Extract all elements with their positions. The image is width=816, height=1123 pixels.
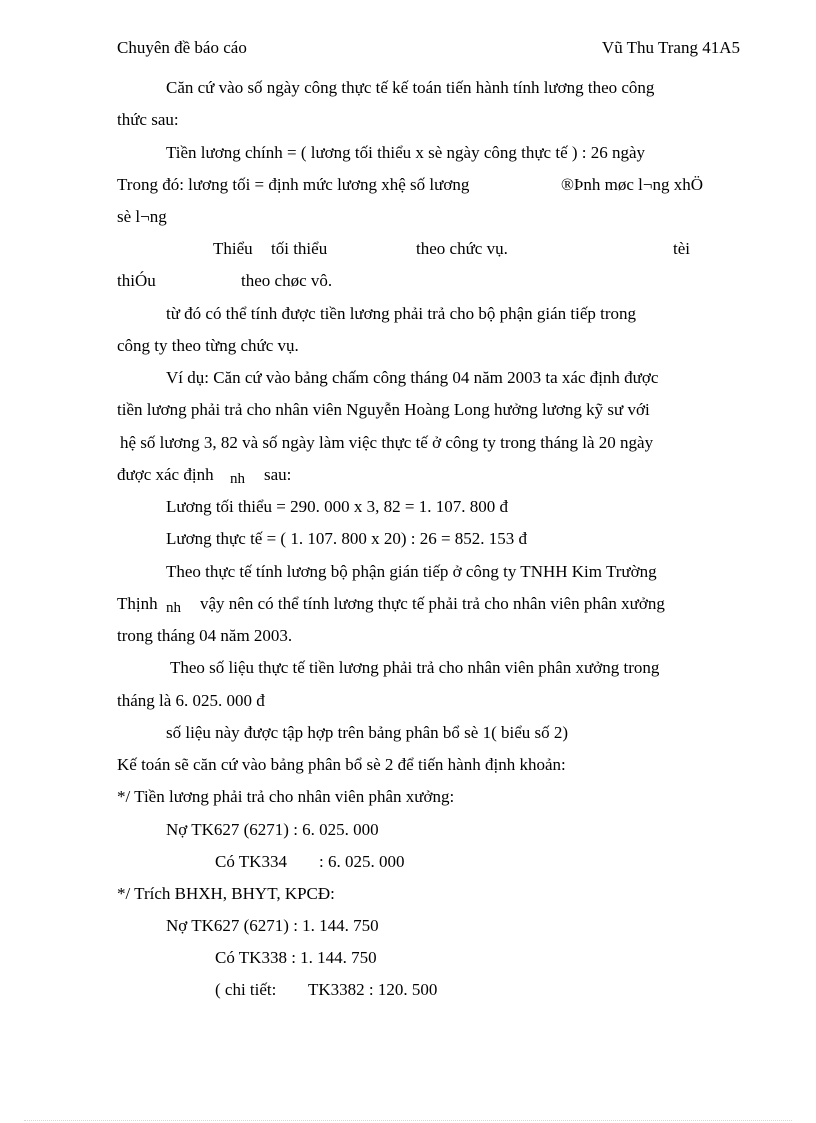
paragraph-line: trong tháng 04 năm 2003. (117, 626, 293, 645)
paragraph-line: Thiểu (213, 239, 253, 258)
journal-entry: Có TK334 (215, 852, 287, 871)
paragraph-line: hệ số lương 3, 82 và số ngày làm việc thực tế ở công ty trong tháng là 20 ngày (120, 433, 654, 452)
paragraph-line: tối thiểu (271, 239, 328, 258)
journal-entry: Có TK338 : 1. 144. 750 (215, 948, 377, 967)
journal-entry: : 6. 025. 000 (319, 852, 405, 871)
paragraph-line: tháng là 6. 025. 000 đ (117, 691, 265, 710)
paragraph-line: sau: (264, 465, 292, 484)
journal-entry: Nợ TK627 (6271) : 6. 025. 000 (166, 820, 379, 839)
header-left: Chuyên đề báo cáo (117, 38, 247, 57)
paragraph-line: Thịnh (117, 594, 158, 613)
paragraph-line: vậy nên có thể tính lương thực tế phải trả cho nhân viên phân xưởng (200, 594, 665, 613)
paragraph-line: Trong đó: lương tối = định mức lương xhệ số lương (117, 175, 470, 194)
section-heading: */ Tiền lương phải trả cho nhân viên phân xưởng: (117, 787, 455, 806)
inline-fragment: nh (230, 471, 245, 487)
paragraph-line: công ty theo từng chức vụ. (117, 336, 299, 355)
section-heading: */ Trích BHXH, BHYT, KPCĐ: (117, 884, 335, 903)
paragraph-line: từ đó có thể tính được tiền lương phải trả cho bộ phận gián tiếp trong (166, 304, 637, 323)
journal-entry: ( chi tiết: (215, 980, 277, 999)
formula-line: Lương tối thiểu = 290. 000 x 3, 82 = 1. 107. 800 đ (166, 497, 508, 516)
paragraph-line: tiền lương phải trả cho nhân viên Nguyễn Hoàng Long hưởng lương kỹ sư với (117, 400, 650, 419)
inline-fragment: nh (166, 600, 181, 616)
paragraph-line: theo chức vụ. (416, 239, 508, 258)
paragraph-line: Ví dụ: Căn cứ vào bảng chấm công tháng 04 năm 2003 ta xác định được (166, 368, 659, 387)
paragraph-line: Tiền lương chính = ( lương tối thiểu x sè ngày công thực tế ) : 26 ngày (166, 143, 646, 162)
formula-line: Lương thực tế = ( 1. 107. 800 x 20) : 26 = 852. 153 đ (166, 529, 528, 548)
garbled-text: tèi (673, 239, 690, 258)
header-right: Vũ Thu Trang 41A5 (601, 38, 740, 57)
paragraph-line: được xác định (117, 465, 214, 484)
garbled-text: thiÓu (117, 271, 156, 290)
paragraph-line: Căn cứ vào số ngày công thực tế kế toán tiến hành tính lương theo công (166, 78, 655, 97)
journal-entry: TK3382 : 120. 500 (308, 980, 438, 999)
garbled-text: ®Þnh møc l¬ng xhÖ (561, 175, 703, 194)
paragraph-line: Theo thực tế tính lương bộ phận gián tiếp ở công ty TNHH Kim Trường (166, 562, 657, 581)
garbled-text: sè l¬ng (117, 207, 167, 226)
garbled-text: theo chøc vô. (241, 271, 333, 290)
paragraph-line: Kế toán sẽ căn cứ vào bảng phân bổ sè 2 để tiến hành định khoản: (117, 755, 566, 774)
paragraph-line: Theo số liệu thực tế tiền lương phải trả cho nhân viên phân xưởng trong (170, 658, 660, 677)
paragraph-line: số liệu này được tập hợp trên bảng phân bổ sè 1( biểu số 2) (166, 723, 569, 742)
paragraph-line: thức sau: (117, 110, 179, 129)
journal-entry: Nợ TK627 (6271) : 1. 144. 750 (166, 916, 379, 935)
page-bottom-divider (24, 1120, 792, 1121)
